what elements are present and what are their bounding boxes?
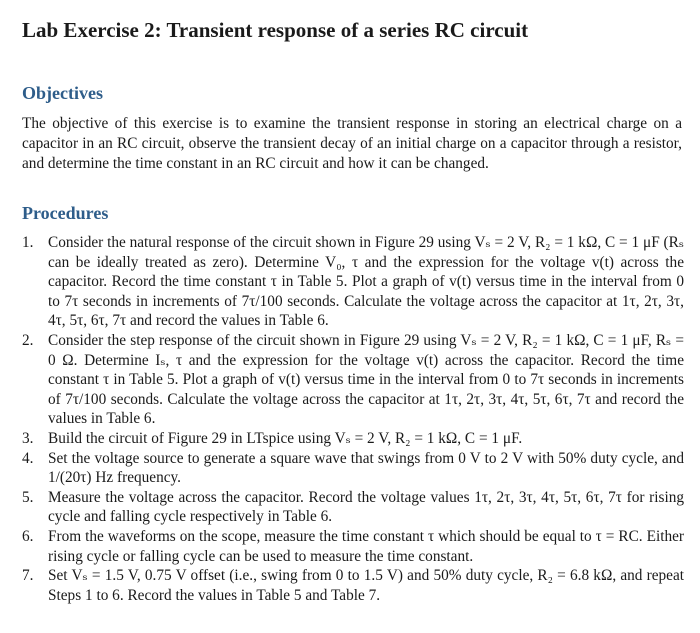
step-text: From the waveforms on the scope, measure the time constant τ which should be equal to τ = RC. Either rising cycle or falling cycle can be used to measure the time constant. bbox=[48, 527, 684, 565]
step-text: Build the circuit of Figure 29 in LTspice using Vₛ = 2 V, R₂ = 1 kΩ, C = 1 μF. bbox=[48, 429, 523, 447]
objectives-heading: Objectives bbox=[22, 83, 103, 103]
step-text: Consider the step response of the circuit shown in Figure 29 using Vₛ = 2 V, R₂ = 1 kΩ, C = 1 μF, Rₛ = 0 Ω. Determine Iₛ, τ and the expression for the voltage v(t) across the capacitor. Record the time constant τ in Table 5. Plot a graph of v(t) versus time in the interval from 0 to 7τ seconds in increments of 7τ/100 seconds. Calculate the voltage across the capacitor at 1τ, 2τ, 3τ, 4τ, 5τ, 6τ, 7τ and record the values in Table 6. bbox=[48, 331, 684, 428]
step-text: Set the voltage source to generate a square wave that swings from 0 V to 2 V with 50% duty cycle, and 1/(20τ) Hz frequency. bbox=[48, 449, 684, 487]
step-number: 1. bbox=[22, 234, 34, 251]
procedure-step-2 bbox=[0, 331, 684, 429]
step-number: 6. bbox=[22, 527, 34, 545]
procedure-step-7 bbox=[0, 566, 684, 605]
procedure-step-6 bbox=[0, 527, 684, 566]
step-number: 4. bbox=[22, 449, 34, 467]
document-title: Lab Exercise 2: Transient response of a series RC circuit bbox=[22, 18, 529, 42]
procedure-step-1 bbox=[0, 233, 684, 331]
procedure-step-5 bbox=[0, 488, 684, 527]
step-number: 5. bbox=[22, 488, 34, 506]
procedure-step-4 bbox=[0, 449, 684, 488]
step-text: Consider the natural response of the circuit shown in Figure 29 using Vₛ = 2 V, R₂ = 1 kΩ, C = 1 μF (Rₛ can be ideally treated as zero). Determine V₀, τ and the expression for the voltage v(t) across the capacitor. Record the time constant τ in Table 5. Plot a graph of v(t) versus time in the interval from 0 to 7τ seconds in increments of 7τ/100 seconds. Calculate the voltage across the capacitor at 1τ, 2τ, 3τ, 4τ, 5τ, 6τ, 7τ and record the values in Table 6. bbox=[48, 234, 684, 330]
procedure-step-3 bbox=[0, 429, 684, 449]
procedures-heading: Procedures bbox=[22, 203, 109, 223]
step-number: 2. bbox=[22, 331, 34, 349]
objectives-text: The objective of this exercise is to examine the transient response in storing an electrical charge on a capacitor in an RC circuit, observe the transient decay of an initial charge on a capacitor through a resistor, and determine the time constant in an RC circuit and how it can be changed. bbox=[22, 115, 682, 172]
step-text: Set Vₛ = 1.5 V, 0.75 V offset (i.e., swing from 0 to 1.5 V) and 50% duty cycle, R₂ = 6.8 kΩ, and repeat Steps 1 to 6. Record the values in Table 5 and Table 7. bbox=[48, 567, 684, 604]
procedures-list bbox=[0, 233, 684, 605]
step-text: Measure the voltage across the capacitor. Record the voltage values 1τ, 2τ, 3τ, 4τ, 5τ, 6τ, 7τ for rising cycle and falling cycle respectively in Table 6. bbox=[48, 488, 684, 526]
step-number: 3. bbox=[22, 429, 34, 447]
step-number: 7. bbox=[22, 567, 34, 585]
